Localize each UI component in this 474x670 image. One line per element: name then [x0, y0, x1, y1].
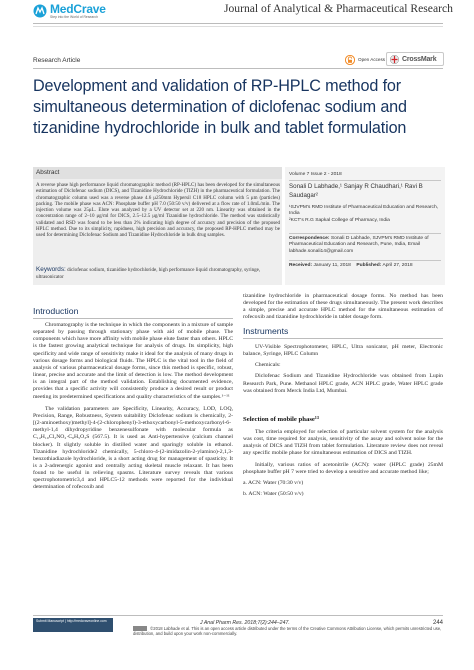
license-notice [133, 626, 443, 636]
right-column-continuation [243, 293, 443, 322]
affiliation-1: ¹SJVPM's RMD Institute of Pharmaceutical Education and Research, India [289, 205, 439, 217]
meta-divider [33, 68, 443, 69]
introduction-body [33, 322, 233, 492]
section-divider [243, 338, 443, 339]
submit-manuscript-link[interactable] [33, 618, 113, 632]
license-text: ©2018 Labhade et al. This is an open access article distributed under the terms of the Creative Commons Attribution License, which permits unrestricted use, distribution, and build upon your work non-commercially. [133, 626, 442, 636]
correspondence-label: Correspondence: [289, 236, 330, 241]
article-type: Research Article [33, 57, 81, 64]
page-header [0, 0, 474, 22]
info-divider [289, 233, 441, 234]
intro-paragraph: The validation parameters are Specificity, Linearity, Accuracy, LOD, LOQ, Precision, Range, Robustness, System suitability Diclofenac sodium is chemically, 2-[(2-aminoethoxy)methyl]-4-(2-chlorophenyl)-3-ethoxycarbonyl-5-methoxycarbonyl-6-methyl-1,4 dihydropyridine benzenesulfonate with molecular formula as C₁₄H₁₀Cl₂NO₂·C₆H₅O₃S (567.5). It is used as Anti-hypertensive (calcium channel blocker). It slightly soluble in distilled water and sparingly soluble in ethanol. Tizanidine hydrochloride2 chemically, 5-chloro-4-(2-imidazolin-2-ylamino)-2,1,3-benzothiadiazole hydrochloride, is a short acting drug for management of spasticity. It is a 2-adrenergic agonist and centrally acting skeletal muscle relaxant. It has been found to be useful in relieving spasms. Literature survey reveals that various spectrophotometric3,4 and HPLC5-12 methods were reported for the individual determination of rofecoxib and [33, 405, 233, 491]
instruments-heading: Instruments [243, 326, 289, 336]
logo-tagline: Step into the World of Research [50, 15, 98, 19]
mobile-phase-paragraph: The criteria employed for selection of particular solvent system for the analysis was cost, time required for analysis, sensitivity of the assay and solvent noise for the analysis of DICS and TIZH from tablet formulation. Literature review does not reveal any specific mobile phase for simultaneous estimation of DICS and TIZH. [243, 429, 443, 457]
open-access-badge[interactable] [345, 54, 385, 65]
crossmark-button[interactable] [386, 52, 444, 66]
footer-divider [33, 615, 443, 616]
open-access-label: Open Access [358, 57, 386, 62]
article-dates [289, 263, 441, 269]
page-number: 244 [433, 620, 444, 626]
logo-name: MedCrave [50, 2, 106, 16]
affiliation-2: ²KCT's R.G Sapkal College of Pharmacy, India [289, 217, 390, 223]
author-list[interactable]: Sonali D Labhade,¹ Sanjay R Chaudhari,¹ Ravi B Saudagar² [289, 183, 423, 199]
open-access-lock-icon [345, 55, 355, 65]
continuation-paragraph: tizanidine hydrochloride in pharmaceutical dosage forms. No method has been developed for the estimation of these drugs simultaneously. The present work describes a simple, precise and accurate HPLC method for the simultaneous estimation of rofecoxib and tizanidine hydrochloride in tablet dosage form. [243, 293, 443, 321]
submit-manuscript-text: Submit Manuscript | http://medcraveonline.com [36, 619, 107, 623]
medcrave-logo[interactable] [33, 4, 143, 20]
received-label: Received: [289, 263, 313, 268]
medcrave-logo-icon [33, 4, 47, 18]
abstract-text: A reverse phase high performance liquid chromatographic method (RP-HPLC) has been developed for the simultaneous estimation of Diclofenac sodium (DICS), and Tizanidine Hydrochloride (TIZH) in the pharmaceutical formulation. The chromatographic column used was a reverse phase 4.6 μ250mm Hypersil C18 HPLC column with 5 μm (particles) packing. The mobile phase was ACN: Phosphate buffer pH 7.0 (50:50 v/v) delivered at a flow rate of 1.0mL/min. The injection volume was 25μL. Elute was analyzed by a UV detector set at 220 nm. Linearity was obtained in the concentration range of 2–10 μg/ml for DICS, 2.5–12.5 μg/ml Tizanidine hydrochloride. The method was statistically validated and RSD was found to be less than 2% indicating high degree of accuracy and precision of the proposed HPLC method. Due to its simplicity, rapidness, high precision and accuracy, the proposed RP-HPLC method may be used for determining Diclofenac Sodium and Tizanidine Hydrochloride in bulk drug samples. [36, 182, 280, 239]
mobile-phase-body [243, 429, 443, 498]
article-title: Development and validation of RP-HPLC method for simultaneous determination of diclofenac sodium and tizanidine hydrochloride in bulk and tablet formulation [33, 77, 407, 137]
correspondence-text: Sonali D Labhade, SJVPM's RMD Institute of Pharmaceutical Education and Research, Pune, India, Email labhade.sonali14@gmail.com [289, 236, 429, 254]
introduction-heading: Introduction [33, 306, 79, 316]
abstract-heading: Abstract [36, 169, 60, 176]
volume-issue: Volume 7 Issue 2 - 2018 [289, 172, 342, 177]
published-date: April 27, 2018 [382, 263, 413, 268]
mobile-phase-heading: Selection of mobile phase¹³ [243, 416, 319, 423]
header-divider-secondary [33, 26, 443, 27]
info-divider [289, 180, 441, 181]
published-label: Published: [356, 263, 382, 268]
chemicals-paragraph: Diclofenac Sodium and Tizanidine Hydrochloride was obtained from Lupin Research Park, Pune. Methanol HPLC grade, ACN HPLC grade, Water HPLC grade was obtained from Merck India Ltd, Mumbai. [243, 373, 443, 394]
received-date: January 11, 2018 [313, 263, 351, 268]
list-item: a. ACN: Water (70:30 v/v) [243, 479, 304, 486]
intro-paragraph: Chromatography is the technique in which the components in a mixture of sample separated by passing through stationary phase with aid of mobile phase. The components which have more affinity with mobile phase elute faster than others. HPLC is the fastest growing analytical technique for analysis of drugs. Its simplicity, high specificity and wide range of sensitivity make it ideal for the analysis of many drugs in various dosage forms and biological fluids. The HPLC is the vital tool in the field of analysis of various pharmaceutical dosage forms, since this method is specific, robust, linear, precise and accurate and the limit of detection is low. The method development is an integral part of the method validation. Establishing documented evidence, provides that a specific activity will consistently produce a desired result or product meeting its predetermined specifications and quality characteristics of the samples.¹⁻¹¹ [33, 322, 233, 400]
journal-title[interactable]: Journal of Analytical & Pharmaceutical Research [224, 2, 453, 15]
crossmark-label: CrossMark [402, 55, 437, 63]
mobile-phase-paragraph: Initially, various ratios of acetonitrile (ACN): water (HPLC grade) 25mM phosphate buffer pH 7 were tried to develop a sensitive and accurate method like; [243, 461, 443, 475]
info-divider [289, 260, 441, 261]
crossmark-icon [390, 55, 399, 64]
list-item: b. ACN: Water (50:50 v/v) [243, 491, 304, 498]
instruments-body [243, 344, 443, 395]
header-divider [33, 23, 443, 24]
instruments-paragraph: UV-Visible Spectrophotometer, HPLC, Ultra sonicator, pH meter, Electronic balance, Syringe, HPLC Column [243, 344, 443, 358]
citation: J Anal Pharm Res. 2018;7(2):244‒247. [200, 620, 290, 626]
affiliations [289, 205, 441, 224]
keywords-text: diclofenac sodium, tizanidine hydrochloride, high performance liquid chromatography, syringe, ultrasonicator [36, 267, 261, 280]
correspondence [289, 236, 441, 255]
keywords-line [36, 267, 280, 280]
section-divider [33, 318, 233, 319]
chemicals-label: Chemicals: [255, 362, 281, 369]
abstract-header [33, 167, 282, 179]
keywords-label: Keywords: [36, 266, 66, 273]
